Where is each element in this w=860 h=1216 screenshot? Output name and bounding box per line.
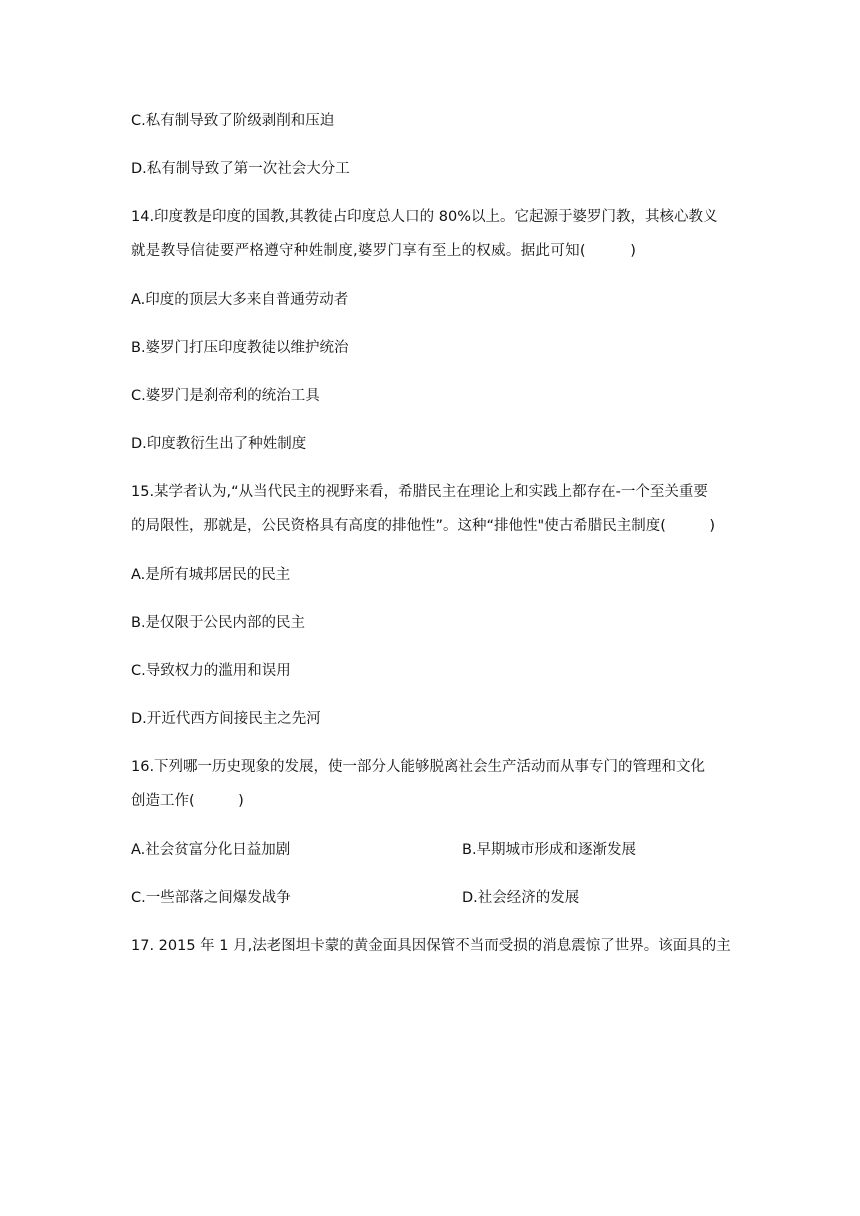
q14-stem-line1: 14.印度教是印度的国教,其教徒占印度总人口的 80%以上。它起源于婆罗门教，其核心教义 [131,209,718,225]
q15-option-b: B.是仅限于公民内部的民主 [131,615,306,631]
q16-option-row-2 [131,888,580,908]
q14-stem-line2: 就是教导信徒要严格遵守种姓制度,婆罗门享有至上的权威。据此可知( ) [131,243,637,259]
q14-option-d: D.印度教衍生出了种姓制度 [131,436,307,452]
q15-option-c: C.导致权力的滥用和误用 [131,663,291,679]
q15-option-d: D.开近代西方间接民主之先河 [131,711,321,727]
q16-option-a: A.社会贫富分化日益加剧 [131,842,291,858]
q15-stem-line2: 的局限性，那就是，公民资格具有高度的排他性”。这种“排他性"使古希腊民主制度( ) [131,518,716,534]
q16-option-c: C.一些部落之间爆发战争 [131,890,291,906]
q14-option-b: B.婆罗门打压印度教徒以维护统治 [131,340,349,356]
q13-option-d: D.私有制导致了第一次社会大分工 [131,161,350,177]
q15-option-a: A.是所有城邦居民的民主 [131,567,291,583]
q16-stem-line2: 创造工作( ) [131,793,244,809]
q15-stem-line1: 15.某学者认为,“从当代民主的视野来看，希腊民主在理论上和实践上都存在-一个至关重要 [131,484,708,500]
q16-option-row-1 [131,840,637,860]
q13-option-c: C.私有制导致了阶级剥削和压迫 [131,113,335,129]
q16-option-b: B.早期城市形成和逐渐发展 [462,842,637,858]
q14-option-a: A.印度的顶层大多来自普通劳动者 [131,292,349,308]
q14-option-c: C.婆罗门是刹帝利的统治工具 [131,388,320,404]
q17-stem-line1: 17. 2015 年 1 月,法老图坦卡蒙的黄金面具因保管不当而受损的消息震惊了世界。该面具的主 [131,938,731,954]
q16-option-d: D.社会经济的发展 [462,890,580,906]
q16-stem-line1: 16.下列哪一历史现象的发展，使一部分人能够脱离社会生产活动而从事专门的管理和文化 [131,759,706,775]
